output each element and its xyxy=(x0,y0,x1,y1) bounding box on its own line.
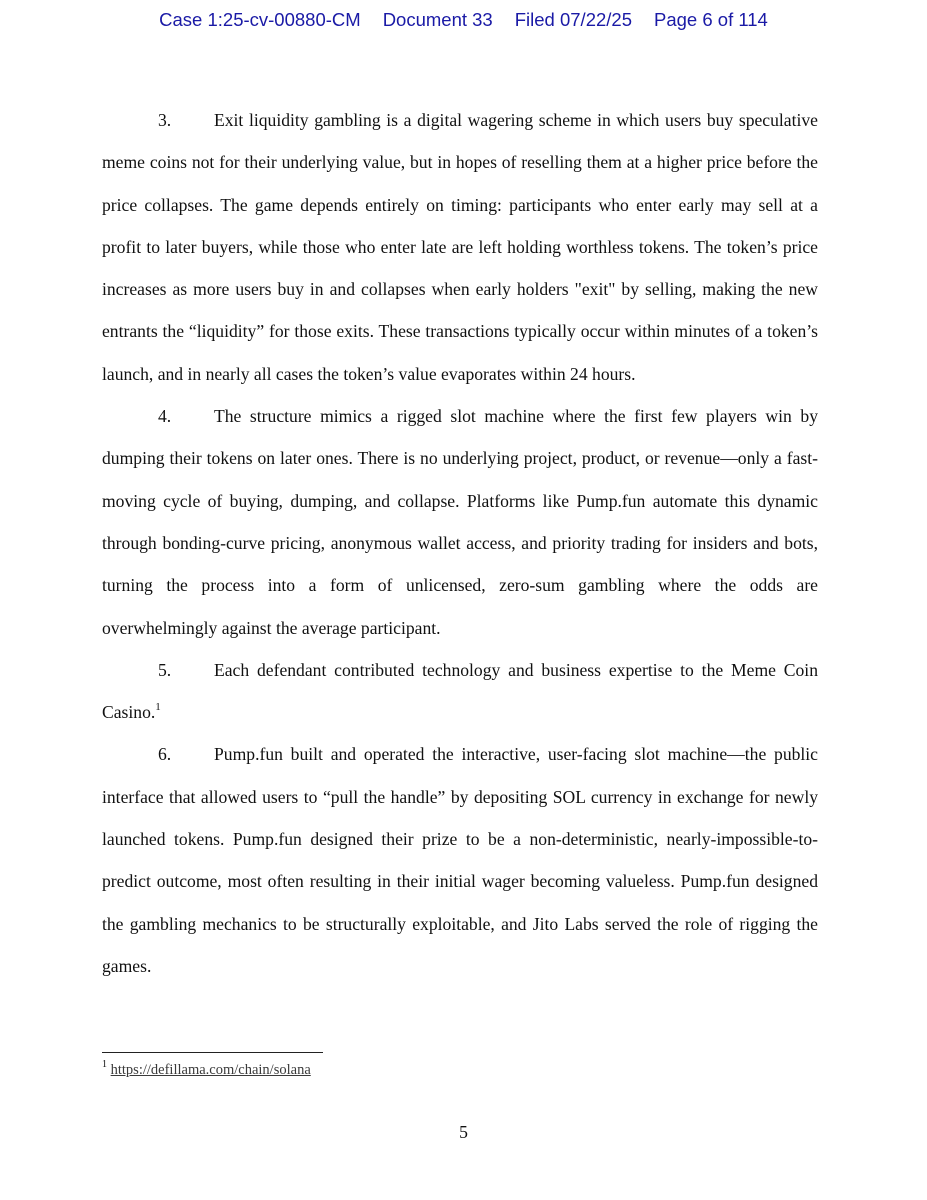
paragraph-5 xyxy=(102,649,818,734)
paragraph-text: The structure mimics a rigged slot machine where the first few players win by dumping their tokens on later ones. There is no underlying project, product, or revenue—only a fast-moving cycle of buying, dumping, and collapse. Platforms like Pump.fun automate this dynamic through bonding-curve pricing, anonymous wallet access, and priority trading for insiders and bots, turning the process into a form of unlicensed, zero-sum gambling where the odds are overwhelmingly against the average participant. xyxy=(102,406,818,638)
paragraph-number: 4. xyxy=(158,406,172,427)
paragraph-number: 5. xyxy=(158,659,172,680)
page-number: 5 xyxy=(459,1122,468,1142)
paragraph-number: 3. xyxy=(158,110,172,130)
document-body xyxy=(102,99,818,987)
case-number: Case 1:25-cv-00880-CM xyxy=(159,9,361,30)
page-indicator: Page 6 of 114 xyxy=(654,9,768,30)
case-header xyxy=(0,9,927,31)
paragraph-number: 6. xyxy=(158,744,172,765)
paragraph-6 xyxy=(102,733,818,987)
footnote-marker: 1 xyxy=(102,1059,107,1071)
paragraph-text: Exit liquidity gambling is a digital wagering scheme in which users buy speculative meme coins not for their underlying value, but in hopes of reselling them at a higher price before the price collapses. The game depends entirely on timing: participants who enter early may sell at a profit to later buyers, while those who enter late are left holding worthless tokens. The token’s price increases as more users buy in and collapses when early holders "exit" by selling, making the new entrants the “liquidity” for those exits. These transactions typically occur within minutes of a token’s launch, and in nearly all cases the token’s value evaporates within 24 hours. xyxy=(102,110,818,384)
paragraph-3 xyxy=(102,99,818,395)
footnote-link[interactable]: https://defillama.com/chain/solana xyxy=(110,1062,311,1078)
paragraph-4 xyxy=(102,395,818,649)
paragraph-text: Pump.fun built and operated the interactive, user-facing slot machine—the public interface that allowed users to “pull the handle” by depositing SOL currency in exchange for newly launched tokens. Pump.fun designed their prize to be a non-deterministic, nearly-impossible-to-predict outcome, most often resulting in their initial wager becoming valueless. Pump.fun designed the gambling mechanics to be structurally exploitable, and Jito Labs served the role of rigging the games. xyxy=(102,744,818,976)
document-number: Document 33 xyxy=(382,9,493,30)
footnote-reference[interactable]: 1 xyxy=(155,701,161,714)
filed-date: Filed 07/22/25 xyxy=(514,9,632,30)
paragraph-text: Each defendant contributed technology and business expertise to the Meme Coin Casino. xyxy=(102,659,818,723)
footnote xyxy=(102,1059,311,1079)
footnote-divider xyxy=(102,1052,323,1053)
